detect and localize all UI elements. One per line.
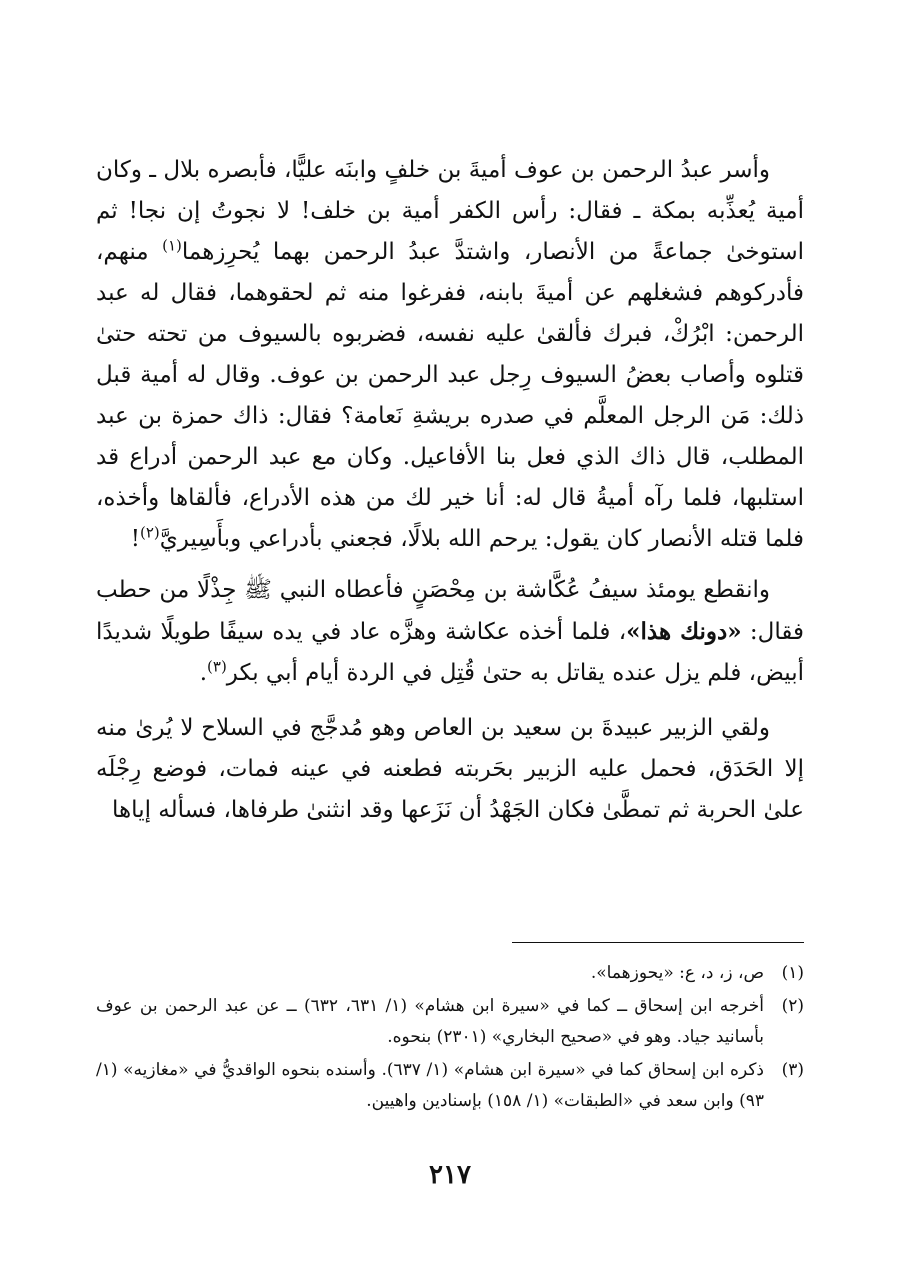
paragraph-1-part-a: وأسر عبدُ الرحمن بن عوف أميةَ بن خلفٍ وابنَه عليًّا، فأبصره بلال ـ وكان أمية يُعذِّبه بمكة ـ فقال: رأس الكفر أمية بن خلف! لا نجوتُ إن نجا! ثم استوخىٰ جماعةً من الأنصار، واشتدَّ عبدُ الرحمن بهما يُحرِزهما xyxy=(96,157,805,265)
footnote-ref-3[interactable]: (٣) xyxy=(207,657,227,676)
footnote-number: (٣) xyxy=(781,1060,804,1080)
paragraph-1-part-c: ! xyxy=(130,526,140,552)
prophet-quote: «دونك هذا» xyxy=(626,618,742,645)
page-number: ٢١٧ xyxy=(429,1160,471,1190)
paragraph-1 xyxy=(96,150,804,560)
footnote-ref-1[interactable]: (١) xyxy=(162,236,182,255)
paragraph-2-part-a: وانقطع يومئذ سيفُ عُكَّاشة بن مِحْصَنٍ فأعطاه النبي ﷺ جِذْلًا من حطب فقال: xyxy=(96,577,805,645)
footnote-text: ص، ز، د، ع: «يحوزهما». xyxy=(590,963,764,983)
paragraph-2 xyxy=(96,570,804,694)
paragraph-2-part-c: . xyxy=(199,660,208,686)
footnotes xyxy=(96,958,804,1119)
footnote-ref-2[interactable]: (٢) xyxy=(139,523,160,542)
paragraph-3: ولقي الزبير عبيدةَ بن سعيد بن العاص وهو مُدجَّج في السلاح لا يُرىٰ منه إلا الحَدَق، فحمل عليه الزبير بحَربته فطعنه في عينه فمات، فوضع رِجْلَه علىٰ الحربة ثم تمطَّىٰ فكان الجَهْدُ أن نَزَعها وقد انثنىٰ طرفاها، فسأله إياها xyxy=(96,715,804,823)
footnote-3 xyxy=(96,1055,804,1117)
paragraph-2-part-b: ، فلما أخذه عكاشة وهزَّه عاد في يده سيفًا طويلًا شديدًا أبيض، فلم يزل عنده يقاتل به حتىٰ قُتِل في الردة أيام أبي بكر xyxy=(96,619,804,686)
footnote-number: (٢) xyxy=(781,996,804,1016)
paragraph-1-part-b: منهم، فأدركوهم فشغلهم عن أميةَ بابنه، ففرغوا منه ثم لحقوهما، فقال له عبد الرحمن: ابْرُكْ، فبرك فألقىٰ عليه نفسه، فضربوه بالسيوف من تحته حتىٰ قتلوه وأصاب بعضُ السيوف رِجل عبد الرحمن بن عوف. وقال له أمية قبل ذلك: مَن الرجل المعلَّم في صدره بريشةِ نَعامة؟ فقال: ذاك حمزة بن عبد المطلب، قال ذاك الذي فعل بنا الأفاعيل. وكان مع عبد الرحمن أدراع قد استلبها، فلما رآه أميةُ قال له: أنا خير لك من هذه الأدراع، فألقاها وأخذه، فلما قتله الأنصار كان يقول: يرحم الله بلالًا، فجعني بأدراعي وبأَسِيريَّ xyxy=(96,239,804,552)
footnote-text: ذكره ابن إسحاق كما في «سيرة ابن هشام» (١/ ٦٣٧). وأسنده بنحوه الواقديُّ في «مغازيه» (١/ ٩٣) وابن سعد في «الطبقات» (١/ ١٥٨) بإسنادين واهيين. xyxy=(96,1060,765,1111)
footnote-divider xyxy=(512,942,804,943)
footnote-number: (١) xyxy=(781,963,804,983)
main-text xyxy=(96,150,804,831)
footnote-text: أخرجه ابن إسحاق ــ كما في «سيرة ابن هشام» (١/ ٦٣١، ٦٣٢) ــ عن عبد الرحمن بن عوف بأسانيد جياد. وهو في «صحيح البخاري» (٢٣٠١) بنحوه. xyxy=(96,996,764,1047)
footnote-1 xyxy=(96,958,804,989)
footnote-2 xyxy=(96,991,804,1053)
